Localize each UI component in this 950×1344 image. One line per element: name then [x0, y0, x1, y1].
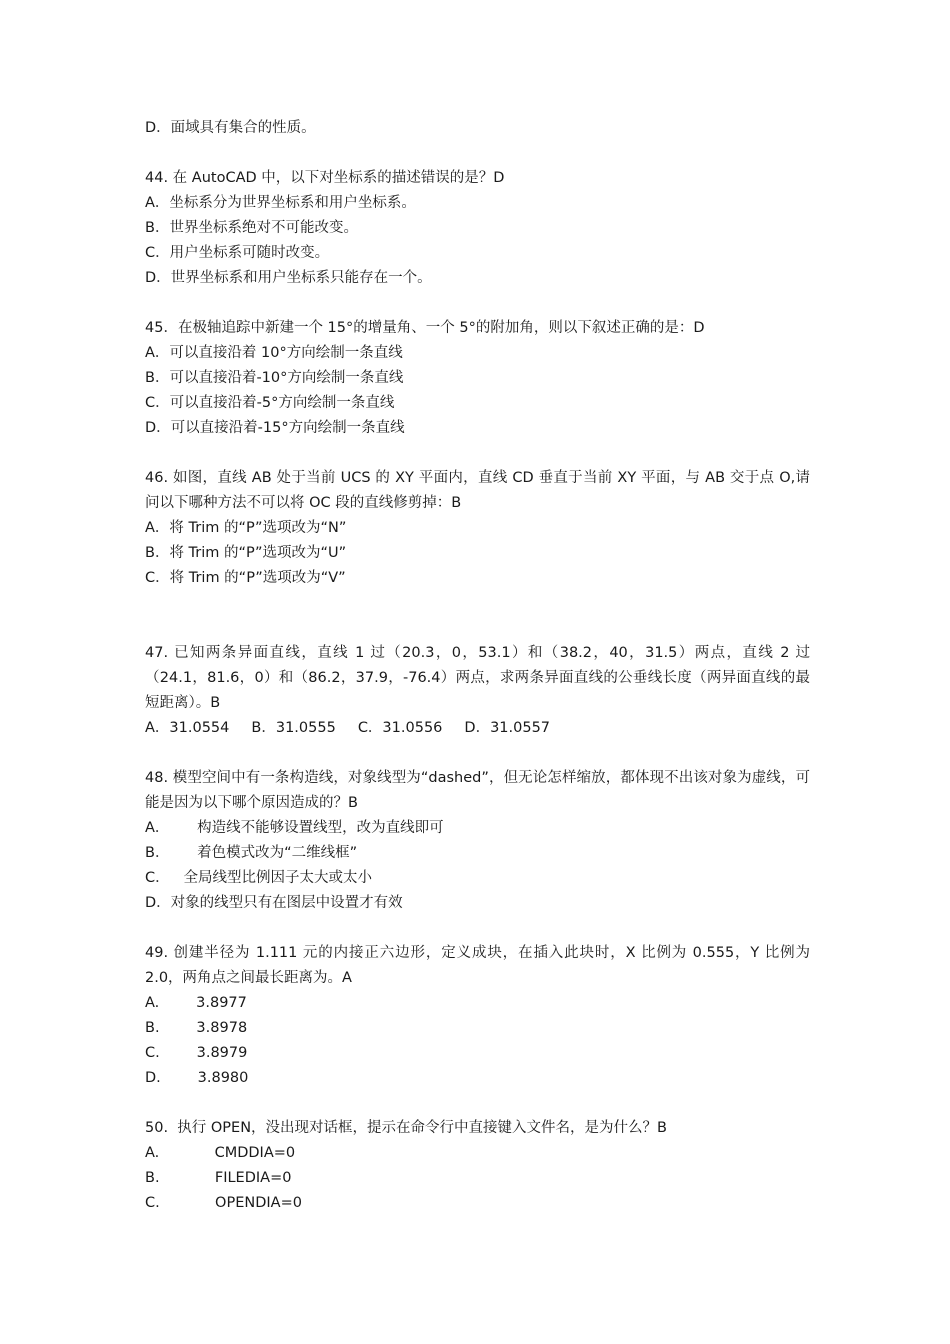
option-b: B．31.0555: [251, 720, 336, 736]
option-d: D．世界坐标系和用户坐标系只能存在一个。: [145, 270, 432, 286]
question-43-tail: [145, 116, 810, 141]
option-a: A．坐标系分为世界坐标系和用户坐标系。: [145, 195, 416, 211]
question-text: 44. 在 AutoCAD 中，以下对坐标系的描述错误的是？D: [145, 170, 505, 186]
option-d: D．面域具有集合的性质。: [145, 120, 316, 136]
option-a: A．将 Trim 的“P”选项改为“N”: [145, 520, 347, 536]
option-a: A．可以直接沿着 10°方向绘制一条直线: [145, 345, 403, 361]
question-45: [145, 316, 810, 441]
option-b: B．将 Trim 的“P”选项改为“U”: [145, 545, 347, 561]
option-c: C．31.0556: [357, 720, 443, 736]
question-text: 45．在极轴追踪中新建一个 15°的增量角、一个 5°的附加角，则以下叙述正确的是：D: [145, 320, 705, 336]
options-row: [145, 716, 810, 741]
question-50: [145, 1116, 810, 1216]
question-46: [145, 466, 810, 591]
option-b: B. 3.8978: [145, 1020, 248, 1036]
document-page: [145, 116, 810, 1241]
question-text: 47. 已知两条异面直线，直线 1 过（20.3，0，53.1）和（38.2，40，31.5）两点，直线 2 过（24.1，81.6，0）和（86.2，37.9，-76.4）两点，求两条异面直线的公垂线长度（两异面直线的最短距离）。B: [145, 645, 810, 711]
option-a: A． 构造线不能够设置线型，改为直线即可: [145, 820, 444, 836]
option-a: A. CMDDIA=0: [145, 1145, 296, 1161]
option-d: D．可以直接沿着-15°方向绘制一条直线: [145, 420, 405, 436]
question-48: [145, 766, 810, 916]
option-c: C. OPENDIA=0: [145, 1195, 302, 1211]
question-text: 50. 执行 OPEN，没出现对话框，提示在命令行中直接键入文件名，是为什么？B: [145, 1120, 667, 1136]
option-b: B． 着色模式改为“二维线框”: [145, 845, 358, 861]
option-b: B. FILEDIA=0: [145, 1170, 292, 1186]
question-49: [145, 941, 810, 1091]
blank-spacer: [145, 616, 810, 641]
option-b: B．世界坐标系绝对不可能改变。: [145, 220, 358, 236]
question-47: [145, 641, 810, 741]
option-a: A．31.0554: [145, 720, 230, 736]
question-text: 49. 创建半径为 1.111 元的内接正六边形，定义成块，在插入此块时，X 比例为 0.555，Y 比例为 2.0，两角点之间最长距离为。A: [145, 945, 810, 986]
question-text: 48. 模型空间中有一条构造线，对象线型为“dashed”，但无论怎样缩放，都体现不出该对象为虚线，可能是因为以下哪个原因造成的？B: [145, 770, 810, 811]
option-c: C．用户坐标系可随时改变。: [145, 245, 330, 261]
option-b: B．可以直接沿着-10°方向绘制一条直线: [145, 370, 404, 386]
option-d: D. 3.8980: [145, 1070, 249, 1086]
option-c: C． 全局线型比例因子太大或太小: [145, 870, 372, 886]
option-c: C. 3.8979: [145, 1045, 248, 1061]
option-c: C．可以直接沿着-5°方向绘制一条直线: [145, 395, 395, 411]
question-44: [145, 166, 810, 291]
option-a: A. 3.8977: [145, 995, 247, 1011]
option-c: C．将 Trim 的“P”选项改为“V”: [145, 570, 346, 586]
question-text: 46. 如图，直线 AB 处于当前 UCS 的 XY 平面内，直线 CD 垂直于当前 XY 平面，与 AB 交于点 O,请问以下哪种方法不可以将 OC 段的直线修剪掉：B: [145, 470, 810, 511]
option-d: D．对象的线型只有在图层中设置才有效: [145, 895, 403, 911]
option-d: D．31.0557: [464, 720, 551, 736]
